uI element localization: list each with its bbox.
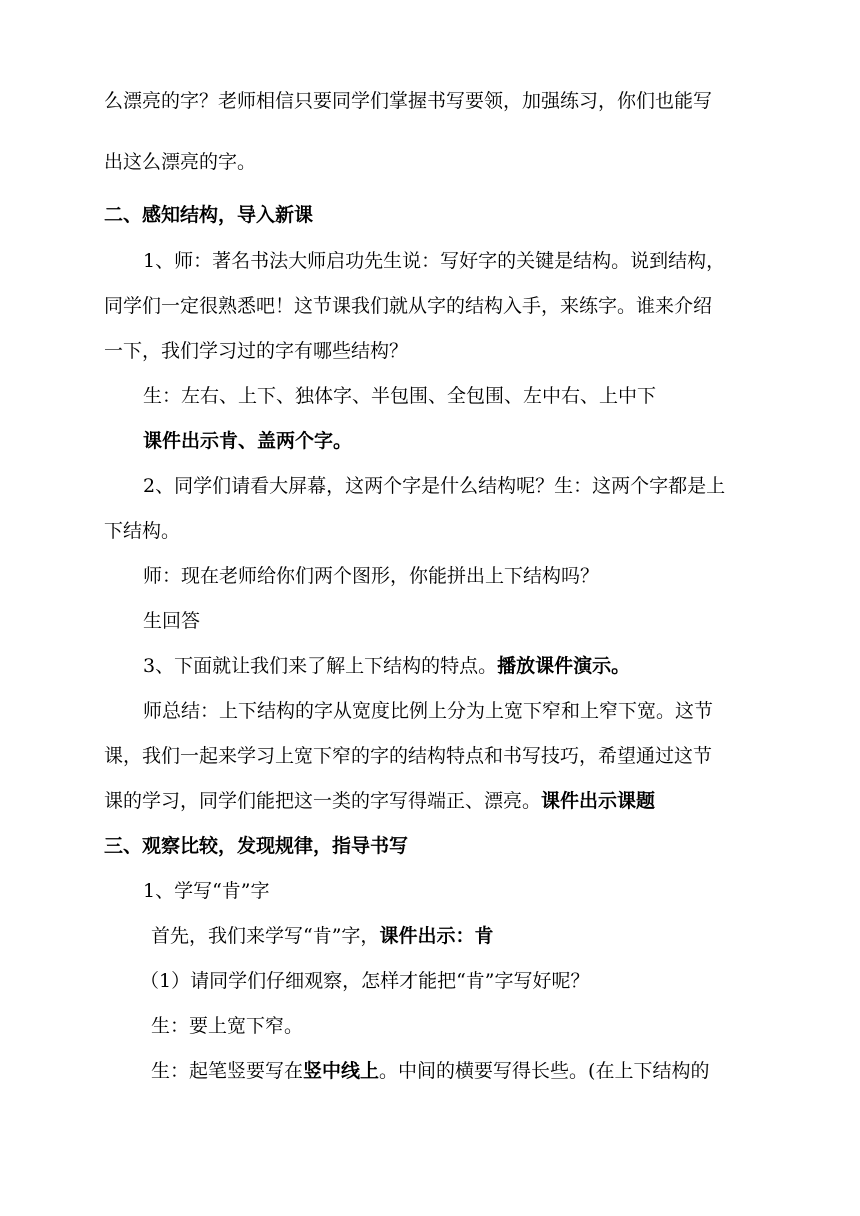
line-text: 课的学习，同学们能把这一类的字写得端正、漂亮。 [104, 790, 542, 812]
heading-text: 三、观察比较，发现规律，指导书写 [104, 835, 409, 857]
paragraph-line [143, 474, 725, 498]
line-text: 么漂亮的字？老师相信只要同学们掌握书写要领，加强练习，你们也能写 [104, 90, 713, 112]
line-text: 一下，我们学习过的字有哪些结构？ [104, 340, 409, 362]
paragraph-line [104, 150, 256, 174]
line-text: 生：左右、上下、独体字、半包围、全包围、左中右、上中下 [143, 385, 657, 407]
paragraph-line [143, 879, 270, 903]
line-text: 生回答 [143, 610, 201, 632]
paragraph-line [104, 744, 712, 768]
line-text: 1、学写“肯”字 [143, 880, 270, 902]
paragraph-line [143, 654, 630, 678]
courseware-note: 课件出示：肯 [379, 925, 494, 947]
line-text: （1）请同学们仔细观察，怎样才能把“肯”字写好呢？ [140, 970, 590, 992]
line-text: 师：现在老师给你们两个图形，你能拼出上下结构吗？ [143, 565, 600, 587]
line-text: 1、师：著名书法大师启功先生说：写好字的关键是结构。说到结构， [143, 250, 726, 272]
paragraph-line [143, 564, 599, 588]
emphasis-text: 竖中线上 [303, 1060, 380, 1082]
paragraph-line [143, 249, 725, 273]
line-text: 生：要上宽下窄。 [151, 1015, 304, 1037]
line-text: 出这么漂亮的字。 [104, 151, 257, 173]
line-text: 首先，我们来学写“肯”字， [151, 925, 380, 947]
line-text: 下结构。 [104, 520, 181, 542]
courseware-note: 课件出示课题 [541, 790, 656, 812]
paragraph-line [104, 294, 712, 318]
paragraph-line [143, 699, 713, 723]
line-text: 课，我们一起来学习上宽下窄的字的结构特点和书写技巧，希望通过这节 [104, 745, 713, 767]
paragraph-line [151, 924, 493, 948]
courseware-note [143, 429, 352, 453]
heading-text: 二、感知结构，导入新课 [104, 204, 314, 226]
paragraph-line [151, 1014, 303, 1038]
paragraph-line [140, 969, 590, 993]
courseware-note: 播放课件演示。 [497, 655, 631, 677]
line-text: 2、同学们请看大屏幕，这两个字是什么结构呢？生：这两个字都是上 [143, 475, 726, 497]
paragraph-line [104, 519, 180, 543]
line-text: 师总结：上下结构的字从宽度比例上分为上宽下窄和上窄下宽。这节 [143, 700, 714, 722]
line-text: 课件出示肯、盖两个字。 [143, 430, 353, 452]
line-text: 生：起笔竖要写在 [151, 1060, 304, 1082]
paragraph-line [104, 89, 712, 113]
section-heading [104, 834, 408, 858]
paragraph-line [143, 384, 656, 408]
paragraph-line [104, 789, 655, 813]
line-text: 同学们一定很熟悉吧！这节课我们就从字的结构入手，来练字。谁来介绍 [104, 295, 713, 317]
section-heading [104, 203, 313, 227]
paragraph-line [104, 339, 408, 363]
paragraph-line [151, 1059, 709, 1083]
line-text: 。中间的横要写得长些。(在上下结构的 [379, 1060, 710, 1082]
paragraph-line [143, 609, 200, 633]
line-text: 3、下面就让我们来了解上下结构的特点。 [143, 655, 498, 677]
